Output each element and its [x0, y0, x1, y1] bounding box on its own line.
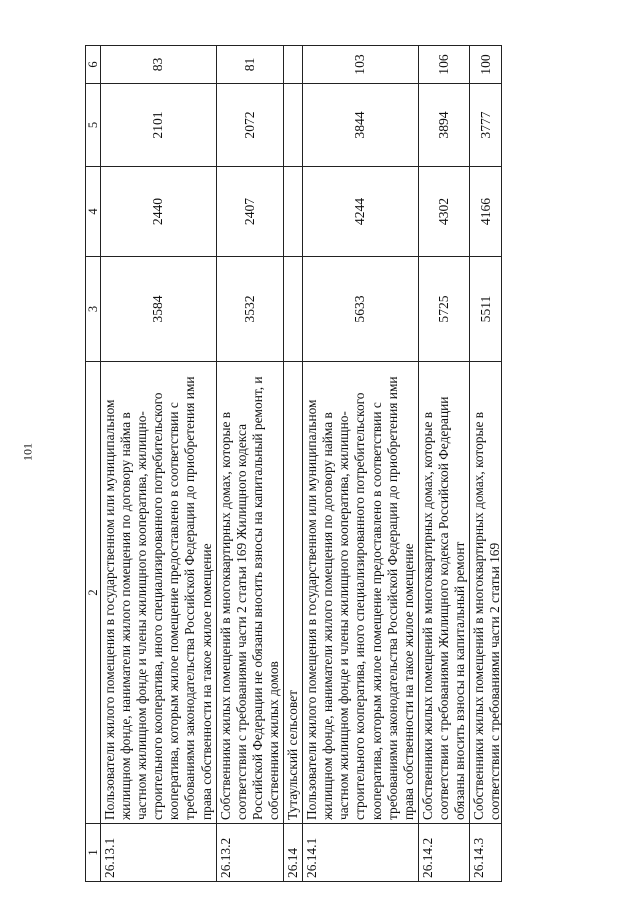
- row-description-text: Собственники жилых помещений в многоквартирных домах, которые в соответствии с требованиями части 2 статьи 169: [471, 411, 503, 820]
- row-code: 26.14.1: [303, 824, 419, 882]
- header-cell: 3: [86, 257, 101, 362]
- row-description: Пользователи жилого помещения в государственном или муниципальном жилищном фонде, наниматели жилого помещения по договору найма в частном жилищном фонде и члены жилищного кооператива, жилищно-строительного кооператива, иного специализированного потребительского кооператива, которым жилое помещение предоставлено в соответствии с требованиями законодательства Российской Федерации до приобретения ими права собственности на такое жилое помещение: [303, 362, 419, 824]
- row-value-col3: 5725: [418, 257, 469, 362]
- row-value-col4: 4166: [470, 167, 502, 257]
- row-value-col3: [284, 257, 303, 362]
- row-value-col5: 3844: [303, 84, 419, 167]
- row-value-col6: 81: [216, 46, 283, 84]
- row-value-col4: 4302: [418, 167, 469, 257]
- row-description: Собственники жилых помещений в многоквартирных домах, которые в соответствии с требованиями Жилищного кодекса Российской Федерации обязаны вносить взносы на капитальный ремонт: [418, 362, 469, 824]
- row-code: 26.14.2: [418, 824, 469, 882]
- table-row: [101, 46, 217, 882]
- row-value-col6: 83: [101, 46, 217, 84]
- row-description: [470, 362, 502, 824]
- header-cell: 2: [86, 362, 101, 824]
- page-number: 101: [20, 443, 35, 461]
- row-code: 26.13.1: [101, 824, 217, 882]
- row-value-col6: [284, 46, 303, 84]
- row-code: 26.14: [284, 824, 303, 882]
- table-row: [216, 46, 283, 882]
- row-value-col3: 3584: [101, 257, 217, 362]
- header-cell: 5: [86, 84, 101, 167]
- header-cell: 6: [86, 46, 101, 84]
- table-row: [418, 46, 469, 882]
- header-cell: 1: [86, 824, 101, 882]
- row-value-col5: 3777: [470, 84, 502, 167]
- row-description-truncated: [471, 365, 503, 820]
- row-value-col5: 3894: [418, 84, 469, 167]
- table-row: [303, 46, 419, 882]
- row-value-col3: 5633: [303, 257, 419, 362]
- rotated-table-wrapper: [85, 46, 610, 882]
- row-description: Пользователи жилого помещения в государственном или муниципальном жилищном фонде, наниматели жилого помещения по договору найма в частном жилищном фонде и члены жилищного кооператива, жилищно-строительного кооператива, иного специализированного потребительского кооператива, которым жилое помещение предоставлено в соответствии с требованиями законодательства Российской Федерации до приобретения ими права собственности на такое жилое помещение: [101, 362, 217, 824]
- header-cell: 4: [86, 167, 101, 257]
- row-value-col6: 103: [303, 46, 419, 84]
- table-row: [470, 46, 502, 882]
- row-value-col4: [284, 167, 303, 257]
- row-value-col4: 2407: [216, 167, 283, 257]
- row-description: Собственники жилых помещений в многоквартирных домах, которые в соответствии с требованиями части 2 статьи 169 Жилищного кодекса Российской Федерации не обязаны вносить взносы на капитальный ремонт, и собственники жилых домов: [216, 362, 283, 824]
- row-value-col5: 2072: [216, 84, 283, 167]
- row-value-col5: [284, 84, 303, 167]
- row-value-col4: 2440: [101, 167, 217, 257]
- tariff-table: [85, 45, 502, 882]
- row-value-col3: 5511: [470, 257, 502, 362]
- row-value-col6: 100: [470, 46, 502, 84]
- table-row: [284, 46, 303, 882]
- row-value-col5: 2101: [101, 84, 217, 167]
- row-code: 26.14.3: [470, 824, 502, 882]
- row-value-col3: 3532: [216, 257, 283, 362]
- row-value-col4: 4244: [303, 167, 419, 257]
- row-value-col6: 106: [418, 46, 469, 84]
- row-description: Тутаульский сельсовет: [284, 362, 303, 824]
- header-row: [86, 46, 101, 882]
- row-code: 26.13.2: [216, 824, 283, 882]
